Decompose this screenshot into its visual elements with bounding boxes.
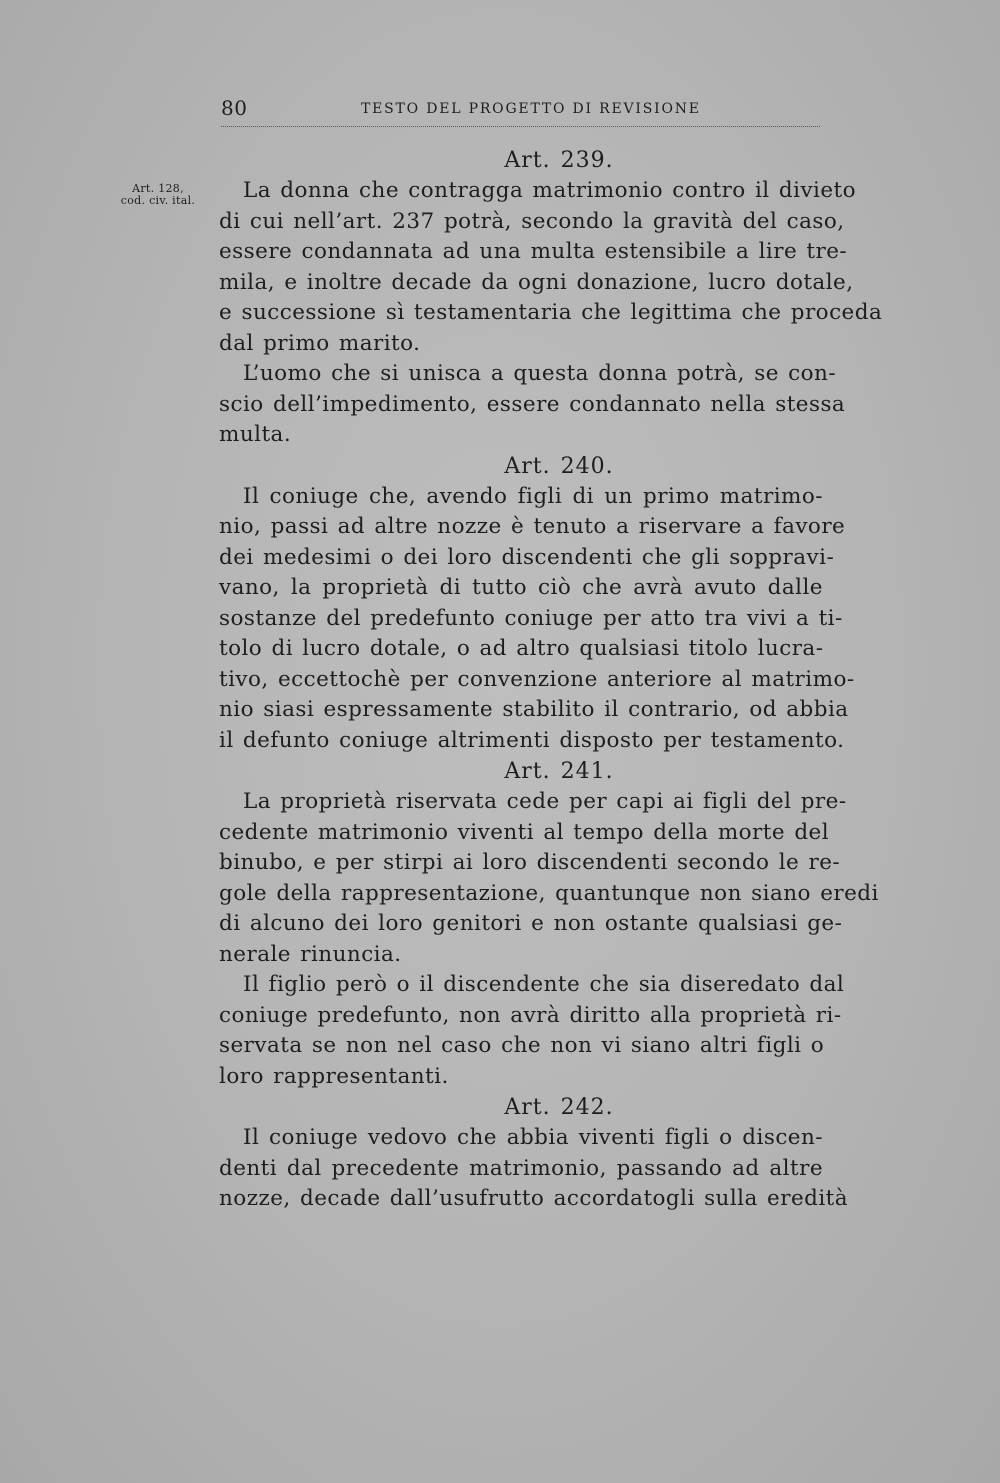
paragraph <box>219 787 879 970</box>
text-line: dei medesimi o dei loro discendenti che gli soppravi- <box>219 544 835 570</box>
text-line: mila, e inoltre decade da ogni donazione, lucro dotale, <box>219 269 854 295</box>
text-line: nozze, decade dall’usufrutto accordatogli sulla eredità <box>219 1186 849 1211</box>
text-line: essere condannata ad una multa estensibile a lire tre- <box>219 239 848 264</box>
paragraph <box>219 482 855 757</box>
text-line: sostanze del predefunto coniuge per atto tra vivi a ti- <box>219 605 843 631</box>
article-239 <box>219 145 883 451</box>
text-line: dal primo marito. <box>219 330 421 356</box>
text-line: loro rappresentanti. <box>219 1063 449 1089</box>
text-line: cedente matrimonio viventi al tempo della morte del <box>219 819 830 845</box>
text-line: di alcuno dei loro genitori e non ostante qualsiasi ge- <box>219 911 843 936</box>
paragraph <box>219 359 846 451</box>
text-line: La proprietà riservata cede per capi ai figli del pre- <box>243 789 847 814</box>
paragraph <box>219 970 845 1092</box>
text-line: denti dal precedente matrimonio, passando ad altre <box>219 1155 823 1181</box>
page-header <box>221 96 820 127</box>
text-line: gole della rappresentazione, quantunque non siano eredi <box>219 880 879 906</box>
text-line: nerale rinuncia. <box>219 941 402 967</box>
paragraph <box>219 1123 849 1215</box>
text-line: L’uomo che si unisca a questa donna potrà, se con- <box>243 361 837 386</box>
text-line: Il figlio però o il discendente che sia diseredato dal <box>243 972 845 997</box>
text-line: il defunto coniuge altrimenti disposto per testamento. <box>219 727 845 753</box>
text-line: La donna che contragga matrimonio contro il divieto <box>243 178 857 203</box>
text-line: nio, passi ad altre nozze è tenuto a riservare a favore <box>219 514 846 539</box>
article-241 <box>219 756 879 1092</box>
body-text <box>219 145 883 1215</box>
article-242 <box>219 1092 849 1215</box>
article-heading: Art. 240. <box>504 453 614 479</box>
text-line: servata se non nel caso che non vi siano altri figli o <box>219 1033 825 1058</box>
article-heading: Art. 242. <box>504 1095 614 1120</box>
margin-note-line: Art. 128, <box>132 182 184 195</box>
text-line: binubo, e per stirpi ai loro discendenti secondo le re- <box>219 850 841 875</box>
text-line: tivo, eccettochè per convenzione anteriore al matrimo- <box>219 666 855 692</box>
page-number: 80 <box>221 96 248 120</box>
text-line: vano, la proprietà di tutto ciò che avrà avuto dalle <box>219 575 823 600</box>
article-heading: Art. 241. <box>504 759 614 784</box>
margin-note-line: cod. civ. ital. <box>120 194 196 207</box>
paragraph <box>219 176 883 359</box>
article-heading: Art. 239. <box>504 148 614 173</box>
text-line: di cui nell’art. 237 potrà, secondo la gravità del caso, <box>219 208 845 234</box>
running-head: TESTO DEL PROGETTO DI REVISIONE <box>361 101 701 117</box>
article-240 <box>219 451 855 757</box>
margin-note <box>112 183 204 207</box>
text-line: Il coniuge vedovo che abbia viventi figli o discen- <box>243 1125 823 1150</box>
text-line: Il coniuge che, avendo figli di un primo matrimo- <box>243 483 823 509</box>
text-line: nio siasi espressamente stabilito il contrario, od abbia <box>219 697 849 722</box>
text-line: e successione sì testamentaria che legittima che proceda <box>219 300 883 325</box>
text-line: coniuge predefunto, non avrà diritto alla proprietà ri- <box>219 1002 842 1028</box>
text-line: multa. <box>219 422 292 447</box>
text-line: scio dell’impedimento, essere condannato nella stessa <box>219 391 846 417</box>
text-line: tolo di lucro dotale, o ad altro qualsiasi titolo lucra- <box>219 636 824 661</box>
